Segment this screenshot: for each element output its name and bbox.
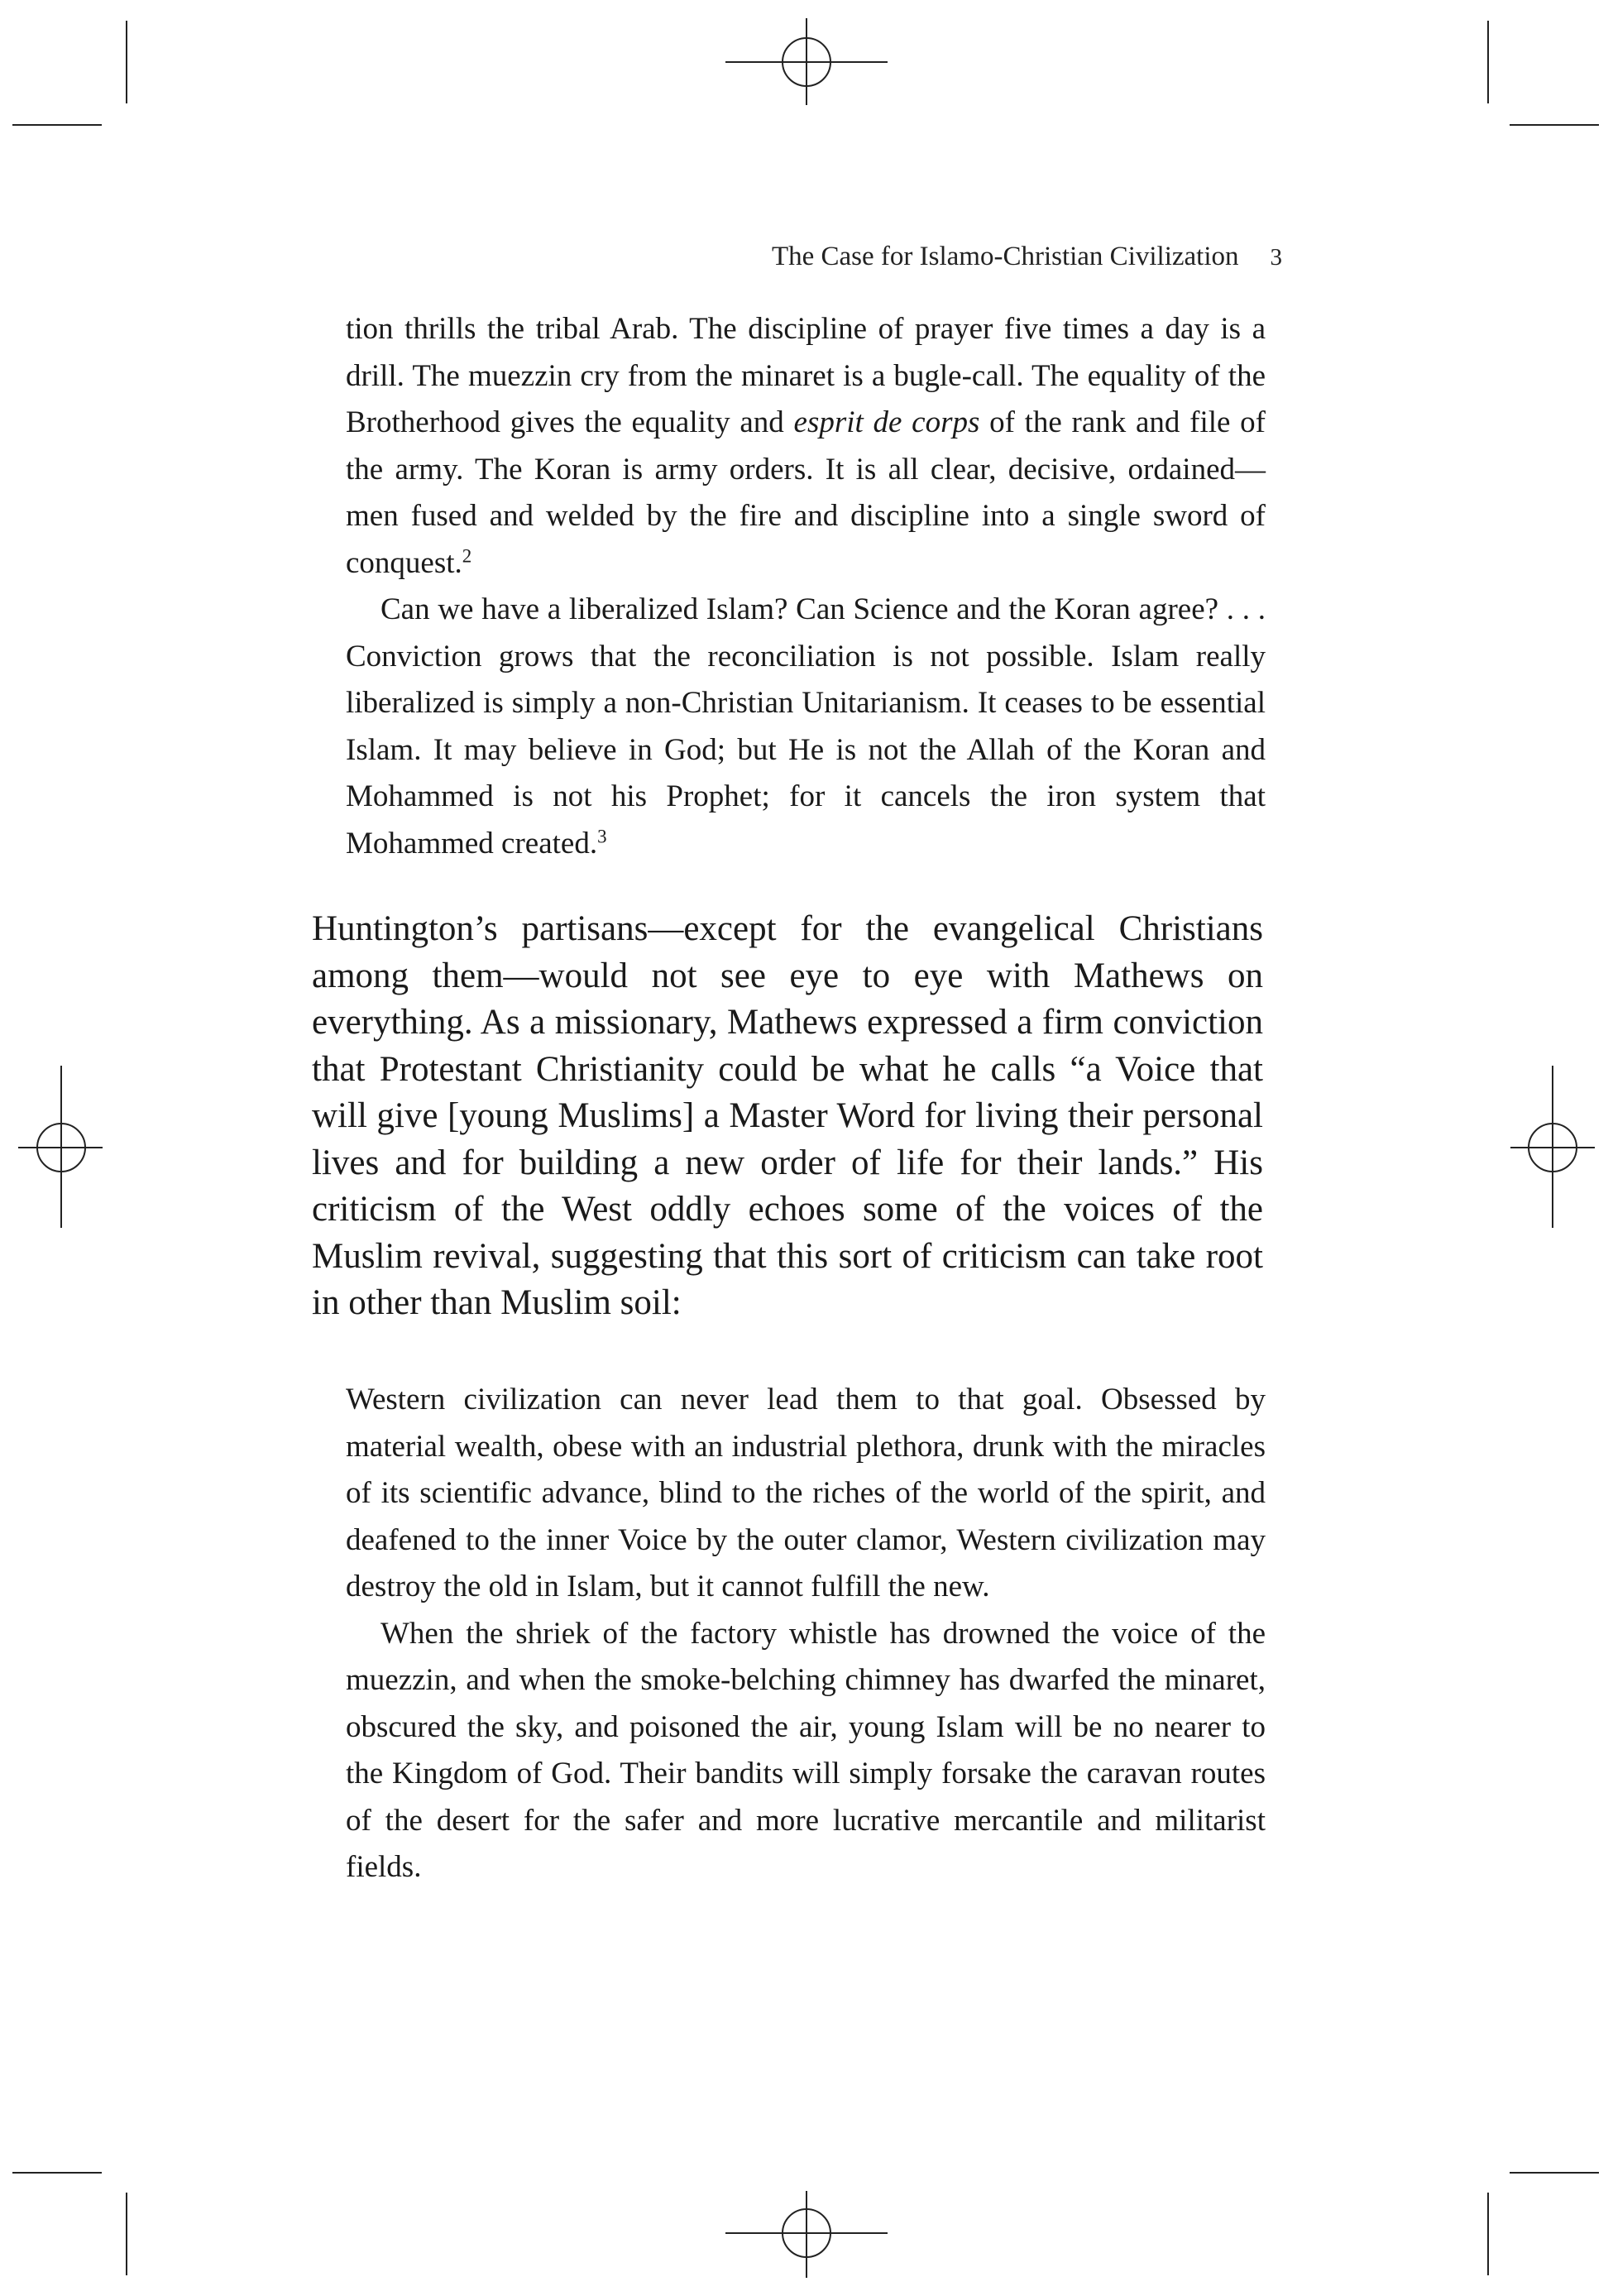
block-quote-bottom-paragraph-2: When the shriek of the factory whistle has drowned the voice of the muezzin, and when the smoke-belching chimney has dwarfed the minaret, obscured the sky, and poisoned the air, young Islam will be no nearer to the Kingdom of God. Their bandits will simply forsake the caravan routes of the desert for the safer and more lucrative mercantile and militarist fields. (346, 1616, 1266, 1884)
quote-text: of the rank and file of the army. The Koran is army orders. It is all clear, decisive, ordained—men fused and welded by the fire and discipline into a single sword of conquest. (346, 405, 1266, 580)
quote-italic-phrase: esprit de corps (793, 405, 980, 439)
registration-mark-left-circle (36, 1123, 86, 1172)
quote-text: Can we have a liberalized Islam? Can Science and the Koran agree? . . . Conviction grows that the reconciliation is not possible. Islam really liberalized is simply a non-Christian Unitarianism. It ceases to be essential Islam. It may believe in God; but He is not the Allah of the Koran and Mohammed is not his Prophet; for it cancels the iron system that Mohammed created. (346, 592, 1266, 860)
running-head-title: The Case for Islamo-Christian Civilization (771, 242, 1239, 271)
quote-text: tion thrills the tribal Arab. The discipline of prayer five times a day is a drill. The muezzin cry from the minaret is a bugle-call. The equality of the Brotherhood gives the equality and (346, 312, 1266, 439)
body-text-block (312, 906, 1263, 1327)
crop-mark-top-right-horizontal (1510, 124, 1599, 126)
block-quote-bottom (346, 1377, 1266, 1891)
crop-mark-top-left-vertical (126, 21, 127, 103)
block-quote-bottom-paragraph-1: Western civilization can never lead them to that goal. Obsessed by material wealth, obese with an industrial plethora, drunk with the miracles of its scientific advance, blind to the riches of the world of the spirit, and deafened to the inner Voice by the outer clamor, Western civilization may destroy the old in Islam, but it cannot fulfill the new. (346, 1383, 1266, 1603)
crop-mark-bottom-right-horizontal (1510, 2172, 1599, 2174)
crop-mark-bottom-left-vertical (126, 2193, 127, 2275)
block-quote-top-paragraph-2 (346, 587, 1266, 867)
registration-mark-bottom-circle (782, 2208, 831, 2258)
page-number: 3 (1270, 244, 1282, 271)
footnote-ref-3[interactable]: 3 (597, 825, 607, 846)
block-quote-top (346, 306, 1266, 867)
block-quote-top-paragraph-1 (346, 306, 1266, 587)
crop-mark-top-right-vertical (1487, 21, 1489, 103)
crop-mark-bottom-left-horizontal (12, 2172, 102, 2174)
running-head (314, 242, 1282, 272)
crop-mark-top-left-horizontal (12, 124, 102, 126)
crop-mark-bottom-right-vertical (1487, 2193, 1489, 2275)
body-paragraph: Huntington’s partisans—except for the evangelical Christians among them—would not see eye to eye with Mathews on everything. As a missionary, Mathews expressed a firm conviction that Protestant Christianity could be what he calls “a Voice that will give [young Muslims] a Master Word for living their personal lives and for building a new order of life for their lands.” His criticism of the West oddly echoes some of the voices of the Muslim revival, suggesting that this sort of criticism can take root in other than Muslim soil: (312, 909, 1263, 1322)
footnote-ref-2[interactable]: 2 (462, 544, 472, 566)
registration-mark-right-circle (1528, 1123, 1577, 1172)
registration-mark-top-circle (782, 37, 831, 87)
